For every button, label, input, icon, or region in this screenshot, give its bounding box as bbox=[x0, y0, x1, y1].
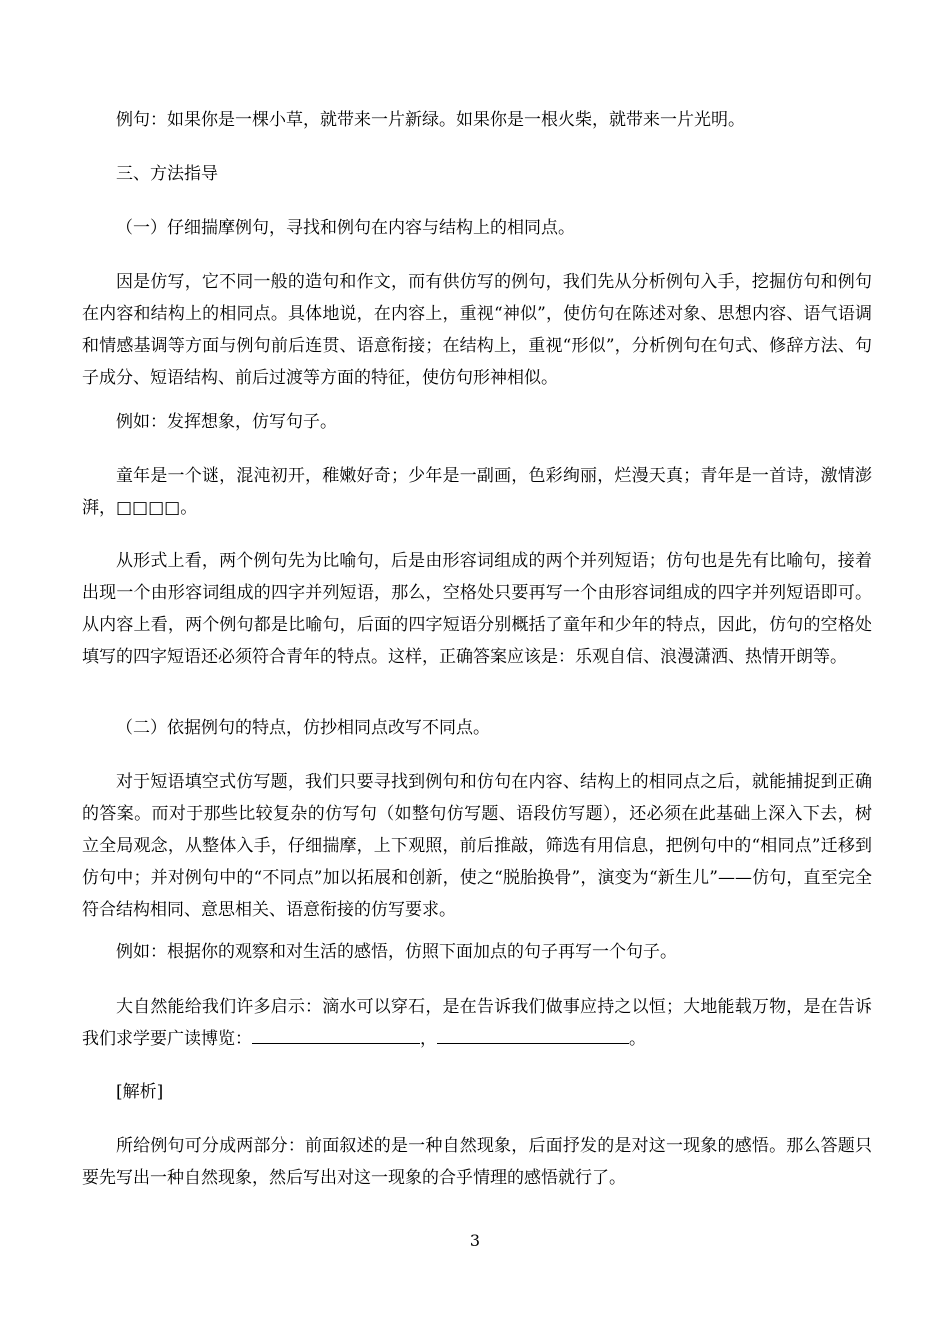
section-heading-method: 三、方法指导 bbox=[116, 164, 218, 184]
example-fill-sentence bbox=[82, 991, 872, 1055]
fill-separator: ， bbox=[420, 1029, 437, 1049]
analysis-text: 所给例句可分成两部分：前面叙述的是一种自然现象，后面抒发的是对这一现象的感悟。那么答题只要先写出一种自然现象，然后写出对这一现象的合乎情理的感悟就行了。 bbox=[82, 1136, 872, 1188]
subsection-heading-1: （一）仔细揣摩例句，寻找和例句在内容与结构上的相同点。 bbox=[116, 218, 575, 238]
page-number: 3 bbox=[469, 1231, 481, 1250]
paragraph-analysis-intro: 因是仿写，它不同一般的造句和作文，而有供仿写的例句，我们先从分析例句入手，挖掘仿句和例句在内容和结构上的相同点。具体地说，在内容上，重视“神似”，使仿句在陈述对象、思想内容、语气语调和情感基调等方面与例句前后连贯、语意衔接；在结构上，重视“形似”，分析例句在句式、修辞方法、句子成分、短语结构、前后过渡等方面的特征，使仿句形神相似。 bbox=[82, 272, 872, 388]
analysis-label: [解析] bbox=[116, 1082, 164, 1102]
paragraph-method-2: 对于短语填空式仿写题，我们只要寻找到例句和仿句在内容、结构上的相同点之后，就能捕捉到正确的答案。而对于那些比较复杂的仿写句（如整句仿写题、语段仿写题），还必须在此基础上深入下去，树立全局观念，从整体入手，仔细揣摩，上下观照，前后推敲，筛选有用信息，把例句中的“相同点”迁移到仿句中；并对例句中的“不同点”加以拓展和创新，使之“脱胎换骨”，演变为“新生儿”——仿句，直至完全符合结构相同、意思相关、语意衔接的仿写要求。 bbox=[82, 772, 872, 920]
example-sentence: 例句：如果你是一棵小草，就带来一片新绿。如果你是一根火柴，就带来一片光明。 bbox=[116, 110, 745, 130]
paragraph-form-analysis: 从形式上看，两个例句先为比喻句，后是由形容词组成的两个并列短语；仿句也是先有比喻句，接着出现一个由形容词组成的四字并列短语，那么，空格处只要再写一个由形容词组成的四字并列短语即可。从内容上看，两个例句都是比喻句，后面的四字短语分别概括了童年和少年的特点，因此，仿句的空格处填写的四字短语还必须符合青年的特点。这样，正确答案应该是：乐观自信、浪漫潇洒、热情开朗等。 bbox=[82, 551, 872, 667]
example-prompt-2: 例如：根据你的观察和对生活的感悟，仿照下面加点的句子再写一个句子。 bbox=[116, 942, 677, 962]
example-text-1: 童年是一个谜，混沌初开，稚嫩好奇；少年是一副画，色彩绚丽，烂漫天真；青年是一首诗，激情澎湃，□□□□。 bbox=[82, 466, 872, 518]
example-prompt-1: 例如：发挥想象，仿写句子。 bbox=[116, 412, 337, 432]
fill-end: 。 bbox=[629, 1029, 646, 1049]
answer-blank-2 bbox=[437, 1025, 629, 1044]
fill-sentence-text: 大自然能给我们许多启示：滴水可以穿石，是在告诉我们做事应持之以恒；大地能载万物，是在告诉我们求学要广读博览： bbox=[82, 997, 872, 1049]
subsection-heading-2: （二）依据例句的特点，仿抄相同点改写不同点。 bbox=[116, 718, 490, 738]
answer-blank-1 bbox=[252, 1025, 420, 1044]
